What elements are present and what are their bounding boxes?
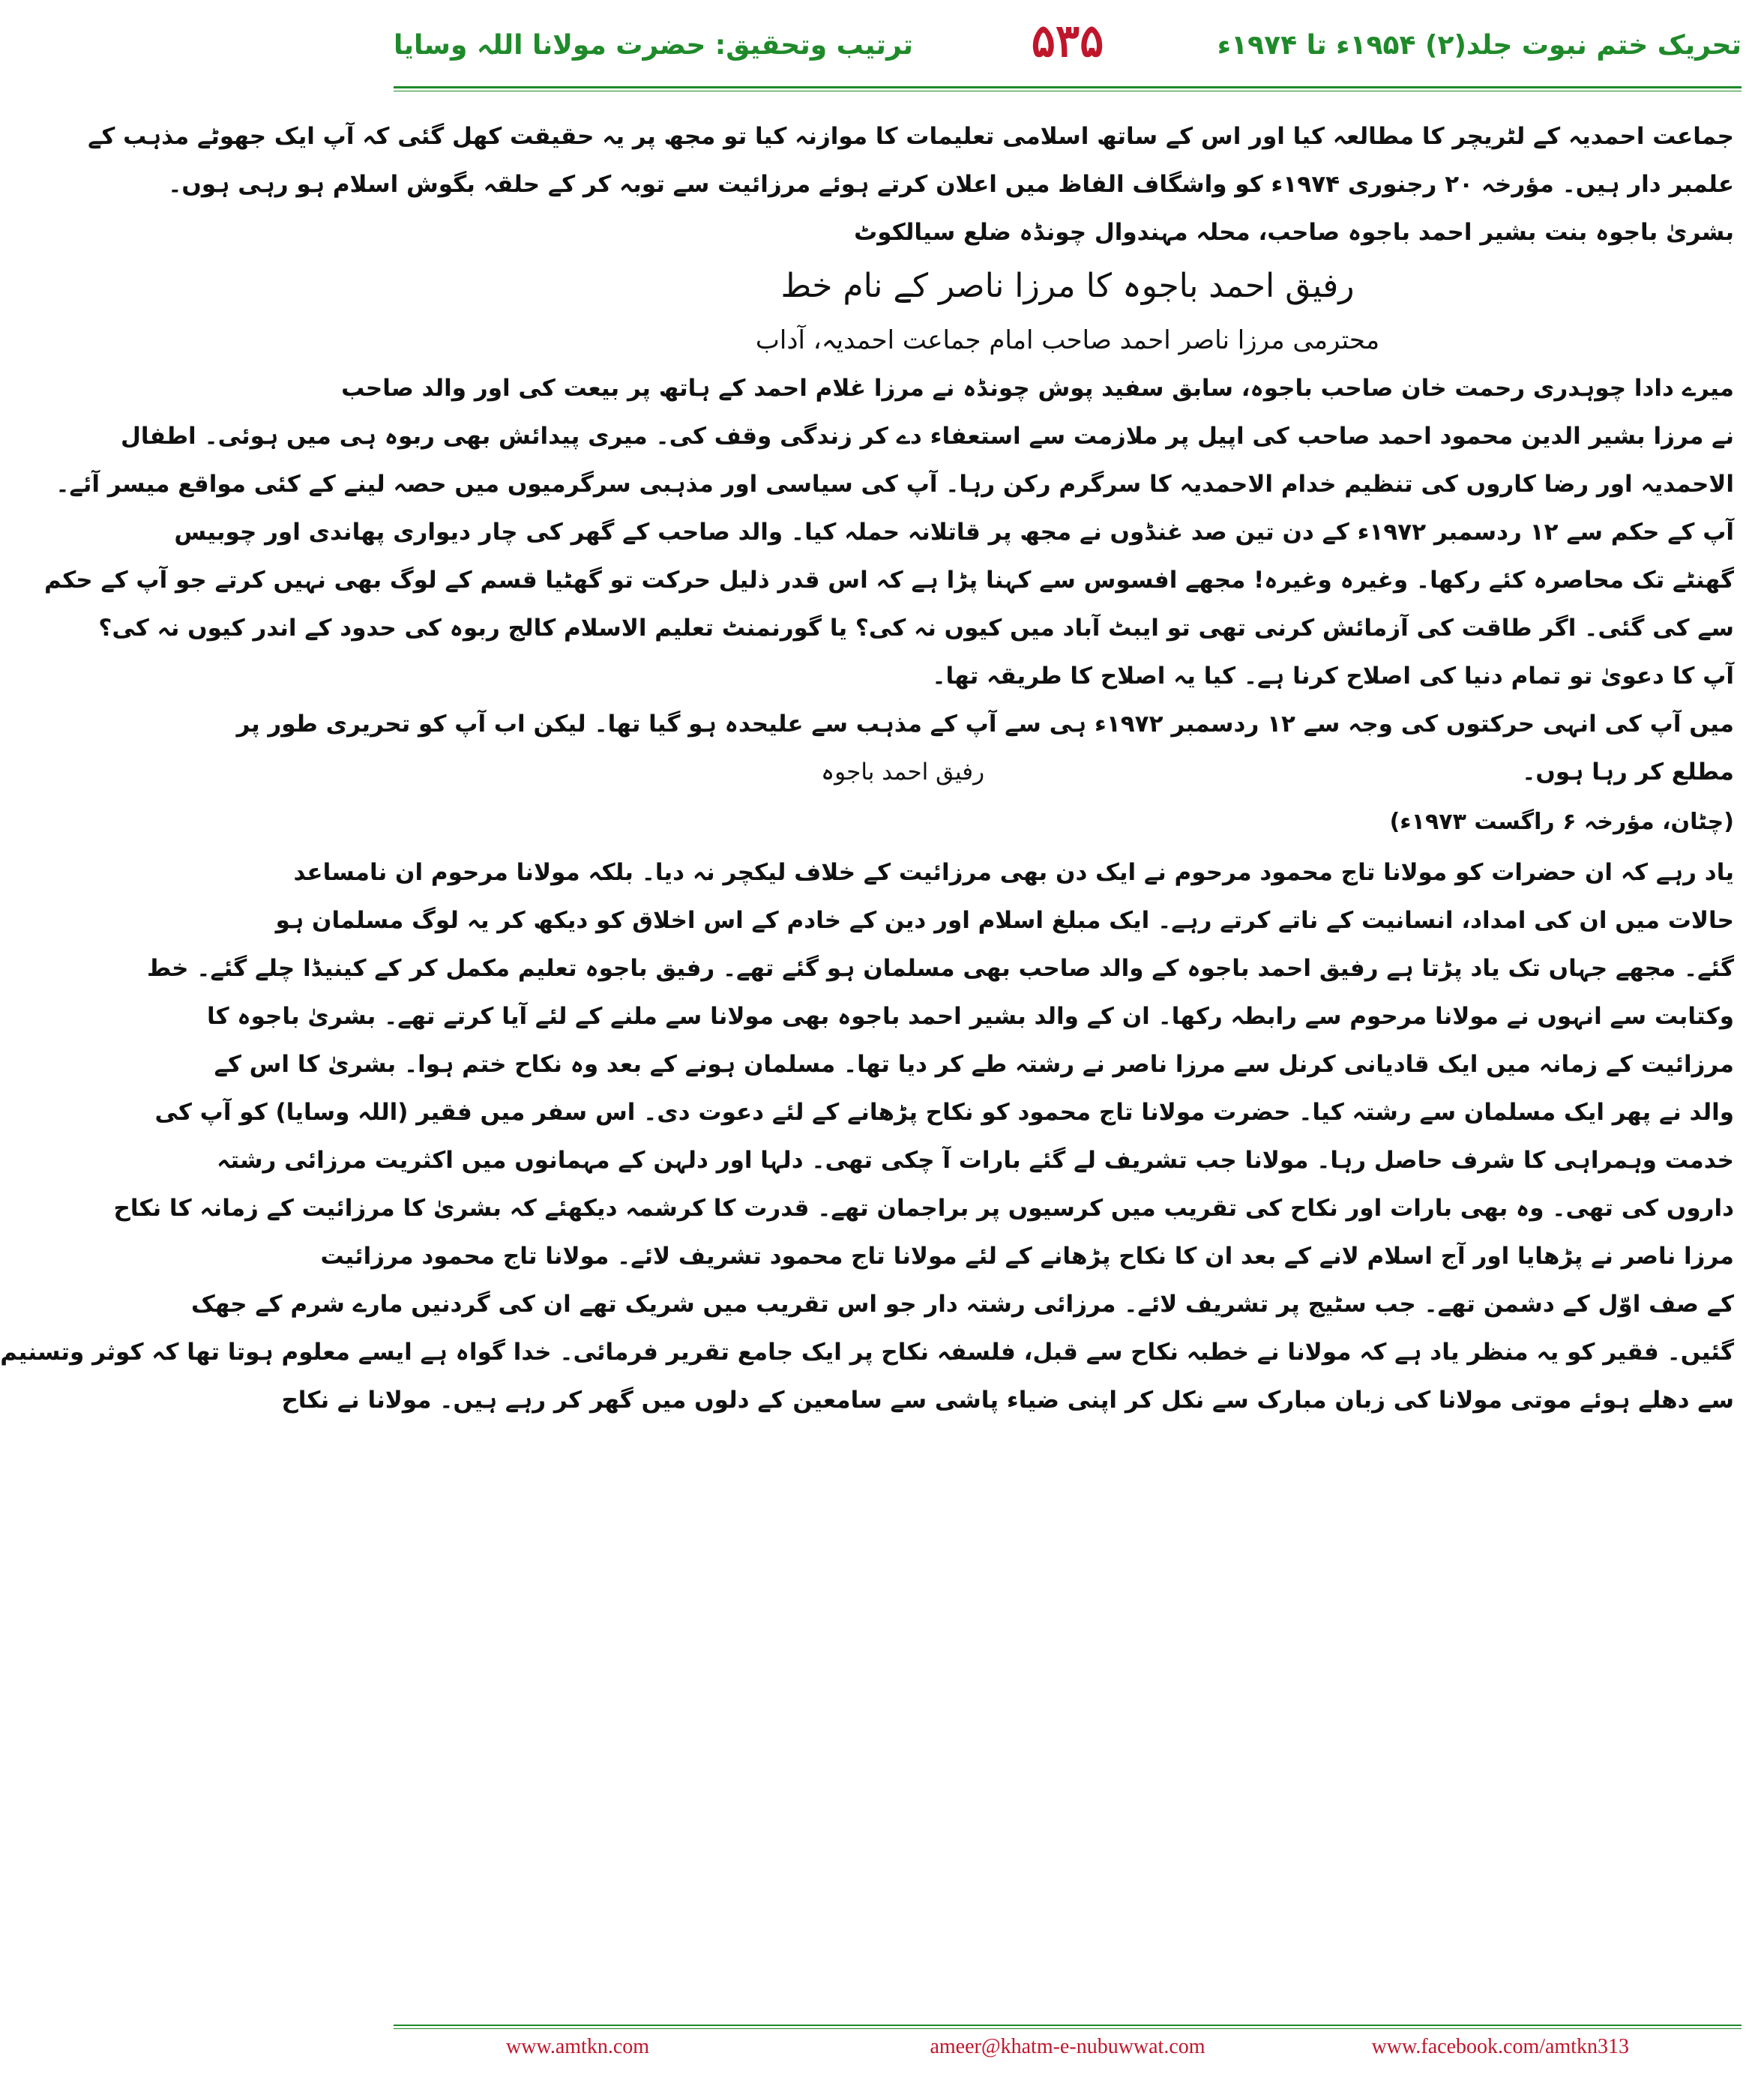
paragraph-line: گئیں۔ فقیر کو یہ منظر یاد ہے کہ مولانا نے خطبہ نکاح سے قبل، فلسفہ نکاح پر ایک جامع تقریر فرمائی۔ خدا گواہ ہے ایسے معلوم ہوتا تھا کہ کوثر وتسنیم: [0, 1339, 1734, 1366]
book-title: تحریک ختم نبوت جلد(۲) ۱۹۵۴ء تا ۱۹۷۴ء: [1217, 30, 1742, 61]
paragraph-line: سے دھلے ہوئے موتی مولانا کی زبان مبارک سے نکل کر اپنی ضیاء پاشی سے سامعین کے دلوں میں گھر کر رہے ہیں۔ مولانا نے نکاح: [281, 1387, 1734, 1414]
paragraph-line: کے صف اوّل کے دشمن تھے۔ جب سٹیج پر تشریف لائے۔ مرزائی رشتہ دار جو اس تقریب میں شریک تھے ان کی گردنیں مارے شرم کے جھک: [191, 1291, 1734, 1318]
compiler-credit: ترتیب وتحقیق: حضرت مولانا اللہ وسایا: [394, 30, 913, 61]
intro-signature-line: بشریٰ باجوہ بنت بشیر احمد باجوہ صاحب، محلہ مہندوال چونڈہ ضلع سیالکوٹ: [854, 219, 1734, 246]
paragraph-line: خدمت وہمراہی کا شرف حاصل رہا۔ مولانا جب تشریف لے گئے بارات آ چکی تھی۔ دلہا اور دلہن کے مہمانوں میں اکثریت مرزائی رشتہ: [217, 1147, 1734, 1174]
paragraph-line: والد نے پھر ایک مسلمان سے رشتہ کیا۔ حضرت مولانا تاج محمود کو نکاح پڑھانے کے لئے دعوت دی۔ اس سفر میں فقیر (اللہ وسایا) کو آپ کی: [154, 1099, 1734, 1126]
letter-line: میں آپ کی انہی حرکتوں کی وجہ سے ۱۲ ردسمبر ۱۹۷۲ء ہی سے آپ کے مذہب سے علیحدہ ہو گیا تھا۔ لیکن اب آپ کو تحریری طور پر: [236, 711, 1734, 738]
letter-line: آپ کے حکم سے ۱۲ ردسمبر ۱۹۷۲ء کے دن تین صد غنڈوں نے مجھ پر قاتلانہ حملہ کیا۔ والد صاحب کے گھر کی چار دیواری پھاندی اور چوبیس: [174, 519, 1734, 546]
paragraph-line: حالات میں ان کی امداد، انسانیت کے ناتے کرتے رہے۔ ایک مبلغ اسلام اور دین کے خادم کے اس اخلاق کو دیکھ کر یہ لوگ مسلمان ہو: [275, 907, 1734, 934]
letter-line: نے مرزا بشیر الدین محمود احمد صاحب کی اپیل پر ملازمت سے استعفاء دے کر زندگی وقف کی۔ میری پیدائش بھی ربوہ ہی میں ہوئی۔ اطفال: [121, 423, 1734, 450]
intro-line: جماعت احمدیہ کے لٹریچر کا مطالعہ کیا اور اس کے ساتھ اسلامی تعلیمات کا موازنہ کیا تو مجھ پر یہ حقیقت کھل گئی کہ آپ ایک جھوٹے مذہب کے: [88, 123, 1734, 150]
letter-closing-row: [401, 748, 1734, 796]
letter-heading: رفیق احمد باجوہ کا مرزا ناصر کے نام خط: [780, 267, 1355, 305]
letter-signature: رفیق احمد باجوہ: [821, 759, 985, 786]
page-number: ۵۳۵: [1031, 15, 1104, 67]
letter-closing: مطلع کر رہا ہوں۔: [1522, 759, 1734, 786]
paragraph-line: مرزا ناصر نے پڑھایا اور آج اسلام لانے کے بعد ان کا نکاح پڑھانے کے لئے مولانا تاج محمود تشریف لائے۔ مولانا تاج محمود مرزائیت: [320, 1243, 1734, 1270]
page-body: [0, 112, 1734, 1990]
letter-line: گھنٹے تک محاصرہ کئے رکھا۔ وغیرہ وغیرہ! مجھے افسوس سے کہنا پڑا ہے کہ اس قدر ذلیل حرکت تو گھٹیا قسم کے لوگ بھی نہیں کرتے جو آپ کے حکم: [43, 567, 1734, 594]
paragraph-line: گئے۔ مجھے جہاں تک یاد پڑتا ہے رفیق احمد باجوہ کے والد صاحب بھی مسلمان ہو گئے تھے۔ رفیق باجوہ تعلیم مکمل کر کے کینیڈا چلے گئے۔ خط: [146, 955, 1734, 982]
email-link[interactable]: ameer@khatm-e-nubuwwat.com: [930, 2035, 1205, 2058]
facebook-link[interactable]: www.facebook.com/amtkn313: [1371, 2035, 1629, 2058]
website-link[interactable]: www.amtkn.com: [506, 2035, 650, 2058]
header-divider: [394, 86, 1742, 91]
intro-line: علمبر دار ہیں۔ مؤرخہ ۲۰ رجنوری ۱۹۷۴ء کو واشگاف الفاظ میں اعلان کرتے ہوئے مرزائیت سے توبہ کر کے حلقہ بگوش اسلام ہو رہی ہوں۔: [168, 171, 1734, 198]
letter-line: آپ کا دعویٰ تو تمام دنیا کی اصلاح کرنا ہے۔ کیا یہ اصلاح کا طریقہ تھا۔: [932, 663, 1734, 690]
paragraph-line: داروں کی تھی۔ وہ بھی بارات اور نکاح کی تقریب میں کرسیوں پر براجمان تھے۔ قدرت کا کرشمہ دیکھئے کہ بشریٰ کا مرزائیت کے زمانہ کا نکاح: [113, 1195, 1734, 1222]
letter-line: میرے دادا چوہدری رحمت خان صاحب باجوہ، سابق سفید پوش چونڈہ نے مرزا غلام احمد کے ہاتھ پر بیعت کی اور والد صاحب: [341, 375, 1734, 402]
letter-line: سے کی گئی۔ اگر طاقت کی آزمائش کرنی تھی تو ایبٹ آباد میں کیوں نہ کی؟ یا گورنمنٹ تعلیم الاسلام کالج ربوہ کی حدود کے اندر کیوں نہ کی؟: [98, 615, 1734, 642]
letter-line: الاحمدیہ اور رضا کاروں کی تنظیم خدام الاحمدیہ کا سرگرم رکن رہا۔ آپ کی سیاسی اور مذہبی سرگرمیوں میں حصہ لینے کے کئی مواقع میسر آئے۔: [55, 471, 1734, 498]
page-footer: [506, 2035, 1629, 2065]
letter-salutation: محترمی مرزا ناصر احمد صاحب امام جماعت احمدیہ، آداب: [755, 325, 1380, 355]
source-citation: (چٹان، مؤرخہ ۶ راگست ۱۹۷۳ء): [1389, 809, 1734, 835]
paragraph-line: مرزائیت کے زمانہ میں ایک قادیانی کرنل سے مرزا ناصر نے رشتہ طے کر دیا تھا۔ مسلمان ہونے کے بعد وہ نکاح ختم ہوا۔ بشریٰ کا اس کے: [214, 1051, 1734, 1078]
footer-divider: [394, 2025, 1742, 2029]
page-header: [394, 13, 1742, 88]
paragraph-line: یاد رہے کہ ان حضرات کو مولانا تاج محمود مرحوم نے ایک دن بھی مرزائیت کے خلاف لیکچر نہ دیا۔ بلکہ مولانا مرحوم ان نامساعد: [293, 859, 1734, 886]
paragraph-line: وکتابت سے انہوں نے مولانا مرحوم سے رابطہ رکھا۔ ان کے والد بشیر احمد باجوہ بھی مولانا سے ملنے کے لئے آیا کرتے تھے۔ بشریٰ باجوہ کا: [206, 1003, 1734, 1030]
